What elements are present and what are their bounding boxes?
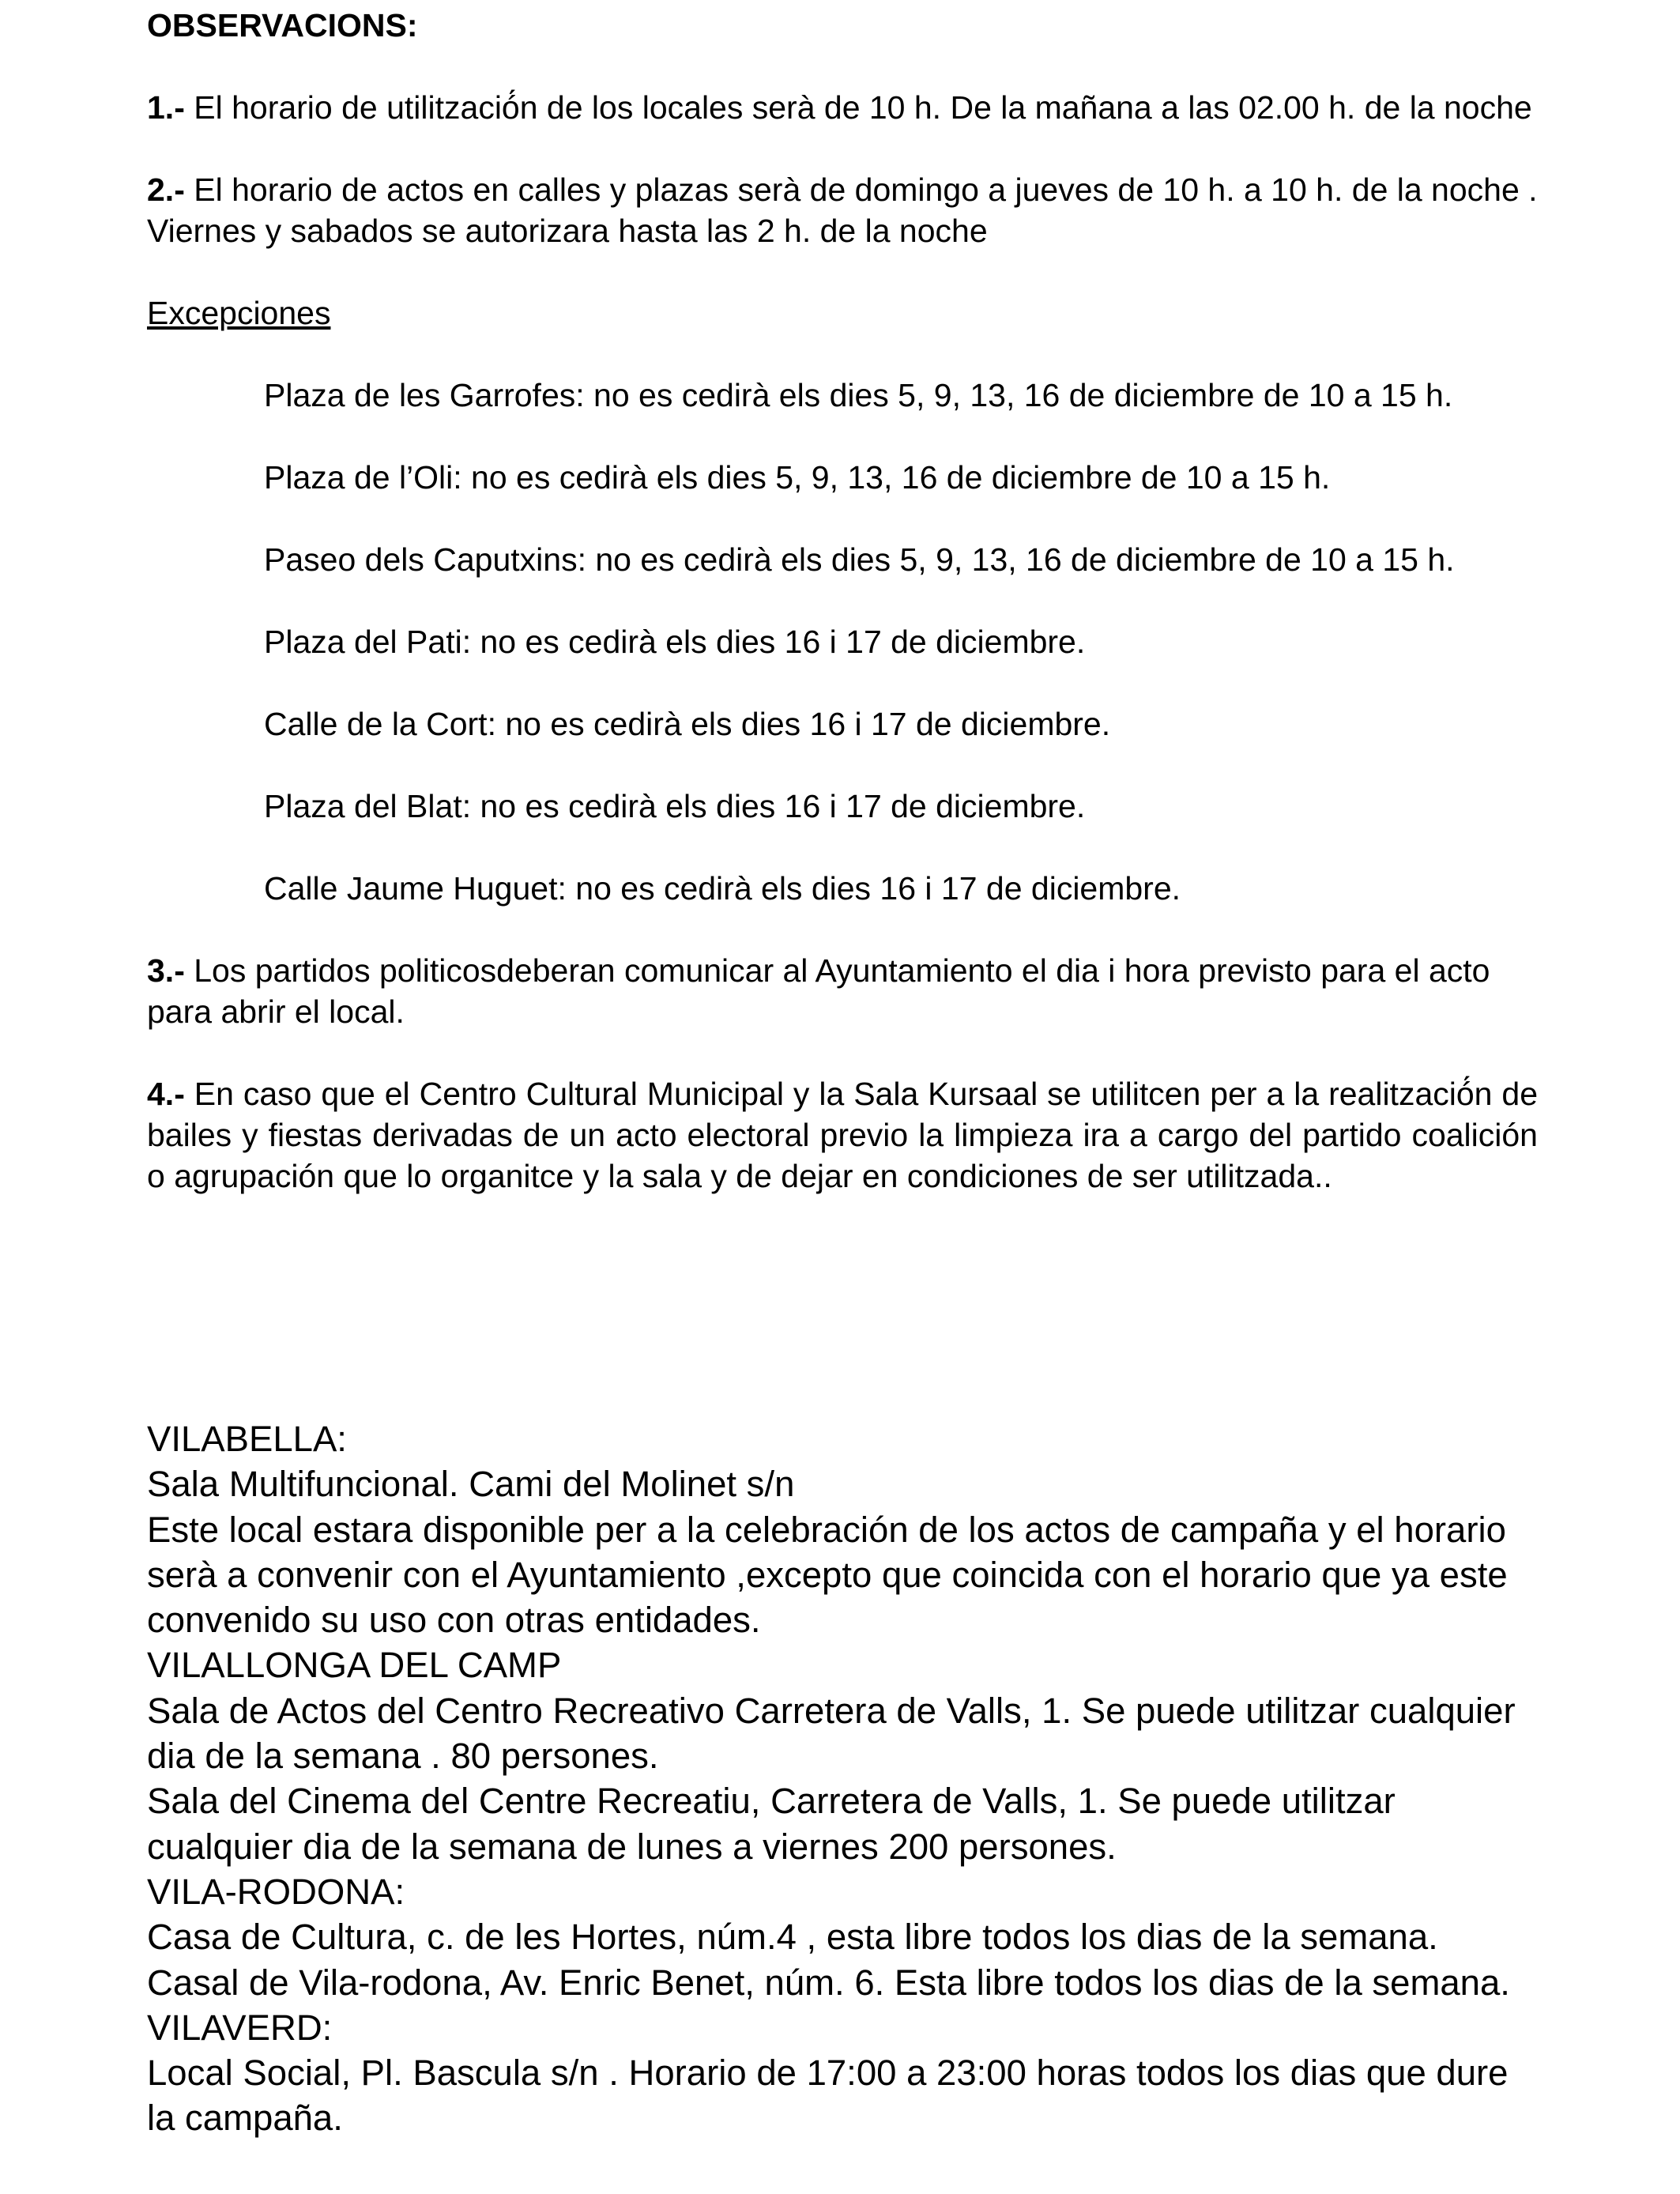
municipio-line: VILALLONGA DEL CAMP (147, 1645, 562, 1686)
municipio-line: VILA-RODONA: (147, 1871, 405, 1912)
excepciones-list (147, 375, 1538, 909)
item-number: 4.- (147, 1076, 185, 1112)
observacion-item-1 (147, 87, 1538, 128)
excepcion-item: Plaza de les Garrofes: no es cedirà els dies 5, 9, 13, 16 de diciembre de 10 a 15 h. (264, 377, 1453, 413)
observacion-item-2 (147, 169, 1538, 251)
municipio-line: Local Social, Pl. Bascula s/n . Horario de 17:00 a 23:00 horas todos los dias que dure la campaña. (147, 2053, 1509, 2139)
item-text: El horario de actos en calles y plazas serà de domingo a jueves de 10 h. a 10 h. de la noche . Viernes y sabados se autorizara hasta las 2 h. de la noche (147, 172, 1538, 249)
excepcion-item: Plaza de l’Oli: no es cedirà els dies 5, 9, 13, 16 de diciembre de 10 a 15 h. (264, 459, 1331, 496)
municipios-section (147, 1416, 1538, 2141)
observaciones-section (147, 5, 1538, 1197)
item-text: El horario de utilització́n de los locales serà de 10 h. De la mañana a las 02.00 h. de la noche (184, 89, 1532, 126)
excepcion-item: Plaza del Blat: no es cedirà els dies 16 i 17 de diciembre. (264, 788, 1086, 824)
municipio-line: Sala Multifuncional. Cami del Molinet s/n (147, 1464, 795, 1505)
item-number: 1.- (147, 89, 185, 126)
observacion-item-3 (147, 950, 1538, 1032)
excepcion-item: Paseo dels Caputxins: no es cedirà els dies 5, 9, 13, 16 de diciembre de 10 a 15 h. (264, 541, 1455, 578)
item-number: 2.- (147, 172, 185, 208)
item-number: 3.- (147, 952, 185, 989)
municipio-line: Casal de Vila-rodona, Av. Enric Benet, núm. 6. Esta libre todos los dias de la semana. VILAVERD: (147, 1962, 1510, 2048)
excepcion-item: Calle de la Cort: no es cedirà els dies 16 i 17 de diciembre. (264, 706, 1111, 742)
observacion-item-4 (147, 1073, 1538, 1197)
excepciones-label: Excepciones (147, 295, 331, 331)
observaciones-heading: OBSERVACIONS: (147, 7, 418, 43)
municipio-line: Este local estara disponible per a la celebración de los actos de campaña y el horario serà a convenir con el Ayuntamiento ,excepto que coincida con el horario que ya este convenido su uso con otras entidades. (147, 1509, 1508, 1641)
item-text: Los partidos politicosdeberan comunicar al Ayuntamiento el dia i hora previsto para el acto para abrir el local. (147, 952, 1490, 1030)
municipio-line: Sala de Actos del Centro Recreativo Carretera de Valls, 1. Se puede utilitzar cualquier dia de la semana . 80 persones. (147, 1690, 1516, 1777)
municipio-line: Sala del Cinema del Centre Recreatiu, Carretera de Valls, 1. Se puede utilitzar cualquier dia de la semana de lunes a viernes 200 persones. (147, 1781, 1396, 1867)
excepcion-item: Plaza del Pati: no es cedirà els dies 16 i 17 de diciembre. (264, 624, 1086, 660)
municipio-line: Casa de Cultura, c. de les Hortes, núm.4 , esta libre todos los dias de la semana. (147, 1917, 1438, 1958)
excepcion-item: Calle Jaume Huguet: no es cedirà els dies 16 i 17 de diciembre. (264, 870, 1181, 907)
item-text: En caso que el Centro Cultural Municipal y la Sala Kursaal se utilitcen per a la realització́n de bailes y fiestas derivadas de un acto electoral previo la limpieza ira a cargo del partido coalición o agrupación que lo organitce y la sala y de dejar en condiciones de ser utilitzada.. (147, 1076, 1538, 1194)
municipio-line: VILABELLA: (147, 1419, 347, 1459)
